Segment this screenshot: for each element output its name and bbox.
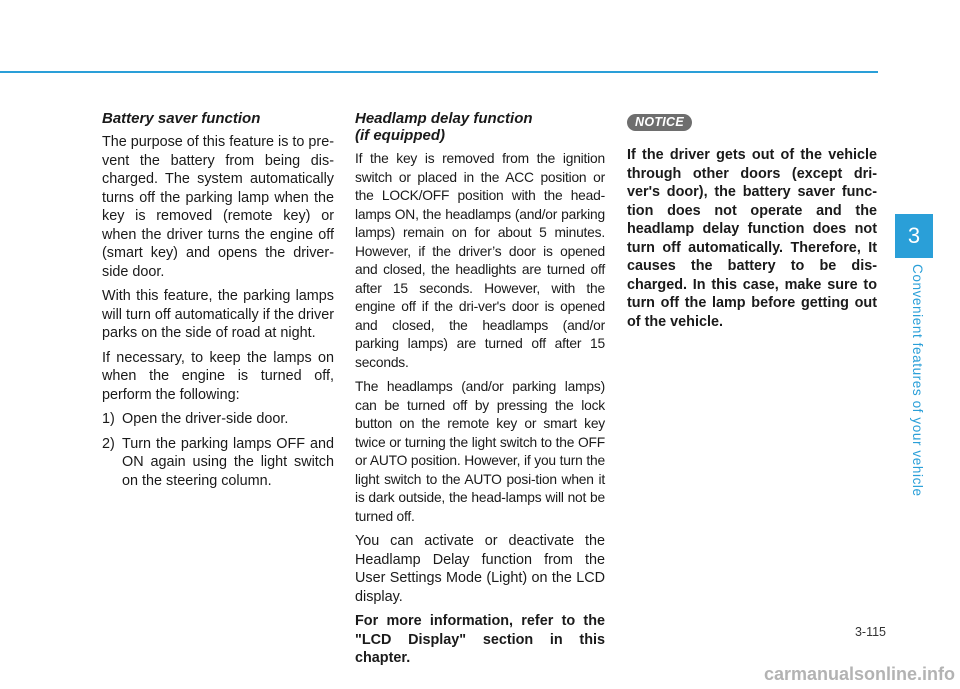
reference-note: For more information, refer to the "LCD Display" section in this chapter. xyxy=(355,613,605,666)
notice-text: If the driver gets out of the vehicle through other doors (except dri-ver's door), the battery saver func-tion does not operate and the headlamp delay function does not turn off automatically. Therefore, It causes the battery to be dis-charged. In this case, make sure to turn off the lamp before getting out of the vehicle. xyxy=(627,147,877,330)
battery-saver-paragraph: The purpose of this feature is to pre-vent the battery from being dis-charged. The system automatically turns off the parking lamp when the key is removed (remote key) or when the driver turns the engine off (smart key) and opens the driver-side door. xyxy=(102,134,334,280)
headlamp-delay-paragraph: You can activate or deactivate the Headlamp Delay function from the User Settings Mode (Light) on the LCD display. xyxy=(355,533,605,605)
step-list-item xyxy=(102,435,334,491)
step-number: 1) xyxy=(102,411,115,427)
battery-saver-section xyxy=(102,110,334,496)
chapter-number-tab: 3 xyxy=(895,214,933,258)
watermark: carmanualsonline.info xyxy=(763,664,955,684)
battery-saver-paragraph: With this feature, the parking lamps will turn off automatically if the driver parks on the side of road at night. xyxy=(102,288,334,341)
header-rule xyxy=(0,71,878,73)
headlamp-delay-title: Headlamp delay function xyxy=(355,110,533,127)
notice-badge: NOTICE xyxy=(627,114,692,131)
headlamp-delay-section xyxy=(355,110,605,674)
step-list-item xyxy=(102,410,334,429)
page-number: 3-115 xyxy=(854,625,886,639)
notice-section xyxy=(627,110,877,331)
chapter-title: Convenient features of your vehicle xyxy=(910,264,925,497)
headlamp-delay-paragraph: If the key is removed from the ignition switch or placed in the ACC position or the LOCK/OFF position with the head-lamps ON, the headlamps (and/or parking lamps) remain on for about 5 minutes. However, if the driver’s door is opened and closed, the headlights are turned off after 15 seconds. However, with the engine off if the dri-ver's door is opened and closed, the headlamps (and/or parking lamps) are turned off after 15 seconds. xyxy=(355,151,605,370)
step-text: Open the driver-side door. xyxy=(122,411,289,427)
headlamp-delay-subtitle: (if equipped) xyxy=(355,127,445,144)
battery-saver-paragraph: If necessary, to keep the lamps on when the engine is turned off, perform the following: xyxy=(102,349,334,403)
battery-saver-heading: Battery saver function xyxy=(102,110,261,127)
step-text: Turn the parking lamps OFF and ON again using the light switch on the steering column. xyxy=(122,435,334,489)
headlamp-delay-paragraph: The headlamps (and/or parking lamps) can be turned off by pressing the lock button on the remote key or smart key twice or turning the light switch to the OFF or AUTO position. However, if you turn the light switch to the AUTO posi-tion when it is dark outside, the head-lamps will not be turned off. xyxy=(355,379,605,524)
headlamp-delay-heading xyxy=(355,110,605,144)
step-number: 2) xyxy=(102,435,115,452)
